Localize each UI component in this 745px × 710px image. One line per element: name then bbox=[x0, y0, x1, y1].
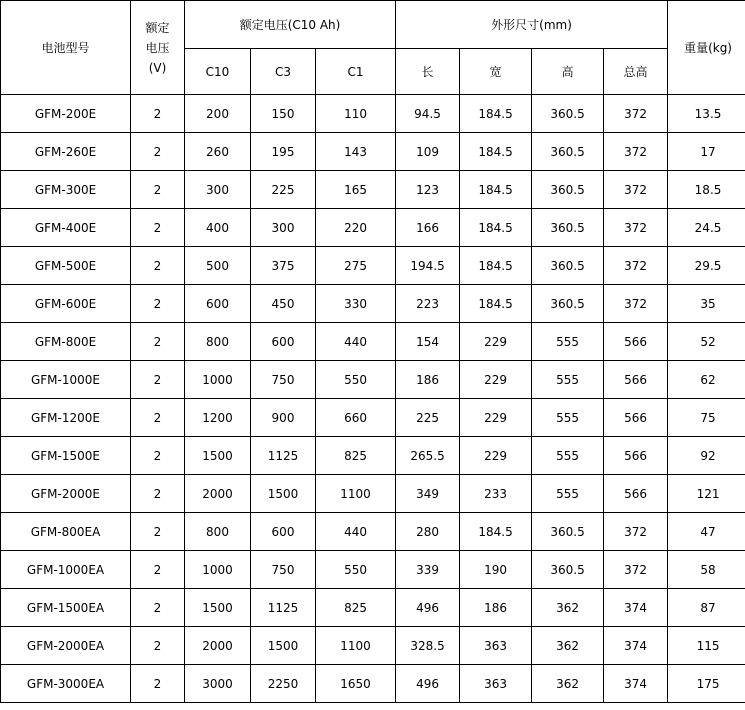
header-weight: 重量(kg) bbox=[668, 1, 745, 95]
length-cell: 154 bbox=[396, 323, 460, 361]
total-height-cell: 566 bbox=[604, 399, 668, 437]
table-row bbox=[1, 551, 745, 589]
height-cell: 362 bbox=[532, 627, 604, 665]
width-cell: 363 bbox=[460, 665, 532, 703]
table-row bbox=[1, 665, 745, 703]
length-cell: 194.5 bbox=[396, 247, 460, 285]
c10-cell: 1200 bbox=[185, 399, 251, 437]
c3-cell: 375 bbox=[251, 247, 316, 285]
c10-cell: 1500 bbox=[185, 437, 251, 475]
c3-cell: 1500 bbox=[251, 627, 316, 665]
c3-cell: 750 bbox=[251, 551, 316, 589]
height-cell: 555 bbox=[532, 437, 604, 475]
c10-cell: 2000 bbox=[185, 627, 251, 665]
c1-cell: 165 bbox=[316, 171, 396, 209]
table-row bbox=[1, 399, 745, 437]
length-cell: 94.5 bbox=[396, 95, 460, 133]
header-height: 高 bbox=[532, 49, 604, 95]
voltage-cell: 2 bbox=[131, 551, 185, 589]
width-cell: 229 bbox=[460, 361, 532, 399]
height-cell: 555 bbox=[532, 475, 604, 513]
voltage-cell: 2 bbox=[131, 475, 185, 513]
c3-cell: 1125 bbox=[251, 589, 316, 627]
length-cell: 339 bbox=[396, 551, 460, 589]
length-cell: 349 bbox=[396, 475, 460, 513]
c10-cell: 800 bbox=[185, 323, 251, 361]
weight-cell: 62 bbox=[668, 361, 745, 399]
voltage-cell: 2 bbox=[131, 589, 185, 627]
c10-cell: 260 bbox=[185, 133, 251, 171]
header-voltage-line1: 额定 bbox=[145, 20, 170, 35]
c3-cell: 750 bbox=[251, 361, 316, 399]
width-cell: 184.5 bbox=[460, 95, 532, 133]
model-cell: GFM-2000E bbox=[1, 475, 131, 513]
weight-cell: 13.5 bbox=[668, 95, 745, 133]
c1-cell: 220 bbox=[316, 209, 396, 247]
weight-cell: 35 bbox=[668, 285, 745, 323]
table-row bbox=[1, 627, 745, 665]
model-cell: GFM-200E bbox=[1, 95, 131, 133]
table-row bbox=[1, 285, 745, 323]
c3-cell: 450 bbox=[251, 285, 316, 323]
table-row bbox=[1, 133, 745, 171]
header-voltage-unit: (V) bbox=[148, 60, 167, 75]
total-height-cell: 372 bbox=[604, 171, 668, 209]
model-cell: GFM-500E bbox=[1, 247, 131, 285]
model-cell: GFM-1000E bbox=[1, 361, 131, 399]
weight-cell: 175 bbox=[668, 665, 745, 703]
length-cell: 496 bbox=[396, 665, 460, 703]
weight-cell: 52 bbox=[668, 323, 745, 361]
c10-cell: 1000 bbox=[185, 551, 251, 589]
width-cell: 184.5 bbox=[460, 247, 532, 285]
table-row bbox=[1, 513, 745, 551]
weight-cell: 115 bbox=[668, 627, 745, 665]
height-cell: 360.5 bbox=[532, 133, 604, 171]
model-cell: GFM-1500E bbox=[1, 437, 131, 475]
width-cell: 229 bbox=[460, 323, 532, 361]
voltage-cell: 2 bbox=[131, 627, 185, 665]
total-height-cell: 374 bbox=[604, 665, 668, 703]
width-cell: 184.5 bbox=[460, 133, 532, 171]
model-cell: GFM-1500EA bbox=[1, 589, 131, 627]
c1-cell: 143 bbox=[316, 133, 396, 171]
weight-cell: 92 bbox=[668, 437, 745, 475]
header-c10: C10 bbox=[185, 49, 251, 95]
table-row bbox=[1, 323, 745, 361]
c1-cell: 825 bbox=[316, 437, 396, 475]
height-cell: 362 bbox=[532, 589, 604, 627]
length-cell: 225 bbox=[396, 399, 460, 437]
model-cell: GFM-1200E bbox=[1, 399, 131, 437]
c10-cell: 200 bbox=[185, 95, 251, 133]
weight-cell: 47 bbox=[668, 513, 745, 551]
height-cell: 555 bbox=[532, 361, 604, 399]
width-cell: 229 bbox=[460, 399, 532, 437]
width-cell: 233 bbox=[460, 475, 532, 513]
voltage-cell: 2 bbox=[131, 323, 185, 361]
c3-cell: 300 bbox=[251, 209, 316, 247]
total-height-cell: 372 bbox=[604, 95, 668, 133]
c10-cell: 2000 bbox=[185, 475, 251, 513]
voltage-cell: 2 bbox=[131, 361, 185, 399]
c10-cell: 300 bbox=[185, 171, 251, 209]
model-cell: GFM-300E bbox=[1, 171, 131, 209]
width-cell: 229 bbox=[460, 437, 532, 475]
header-dimension-group: 外形尺寸(mm) bbox=[396, 1, 668, 49]
length-cell: 496 bbox=[396, 589, 460, 627]
c3-cell: 195 bbox=[251, 133, 316, 171]
header-c1: C1 bbox=[316, 49, 396, 95]
header-voltage bbox=[131, 1, 185, 95]
header-model: 电池型号 bbox=[1, 1, 131, 95]
c10-cell: 500 bbox=[185, 247, 251, 285]
voltage-cell: 2 bbox=[131, 437, 185, 475]
header-c3: C3 bbox=[251, 49, 316, 95]
weight-cell: 75 bbox=[668, 399, 745, 437]
total-height-cell: 566 bbox=[604, 323, 668, 361]
width-cell: 190 bbox=[460, 551, 532, 589]
voltage-cell: 2 bbox=[131, 399, 185, 437]
model-cell: GFM-2000EA bbox=[1, 627, 131, 665]
model-cell: GFM-260E bbox=[1, 133, 131, 171]
height-cell: 360.5 bbox=[532, 513, 604, 551]
c1-cell: 330 bbox=[316, 285, 396, 323]
total-height-cell: 566 bbox=[604, 437, 668, 475]
model-cell: GFM-1000EA bbox=[1, 551, 131, 589]
length-cell: 328.5 bbox=[396, 627, 460, 665]
height-cell: 360.5 bbox=[532, 95, 604, 133]
length-cell: 166 bbox=[396, 209, 460, 247]
c3-cell: 2250 bbox=[251, 665, 316, 703]
table-row bbox=[1, 247, 745, 285]
model-cell: GFM-800EA bbox=[1, 513, 131, 551]
weight-cell: 24.5 bbox=[668, 209, 745, 247]
weight-cell: 58 bbox=[668, 551, 745, 589]
weight-cell: 29.5 bbox=[668, 247, 745, 285]
total-height-cell: 566 bbox=[604, 361, 668, 399]
c1-cell: 1100 bbox=[316, 627, 396, 665]
c1-cell: 110 bbox=[316, 95, 396, 133]
c1-cell: 1650 bbox=[316, 665, 396, 703]
weight-cell: 87 bbox=[668, 589, 745, 627]
length-cell: 223 bbox=[396, 285, 460, 323]
length-cell: 280 bbox=[396, 513, 460, 551]
voltage-cell: 2 bbox=[131, 513, 185, 551]
c10-cell: 1000 bbox=[185, 361, 251, 399]
voltage-cell: 2 bbox=[131, 171, 185, 209]
height-cell: 360.5 bbox=[532, 171, 604, 209]
c1-cell: 440 bbox=[316, 513, 396, 551]
c1-cell: 275 bbox=[316, 247, 396, 285]
c1-cell: 550 bbox=[316, 551, 396, 589]
c3-cell: 1500 bbox=[251, 475, 316, 513]
width-cell: 184.5 bbox=[460, 171, 532, 209]
width-cell: 184.5 bbox=[460, 513, 532, 551]
voltage-cell: 2 bbox=[131, 209, 185, 247]
table-row bbox=[1, 361, 745, 399]
table-row bbox=[1, 209, 745, 247]
header-capacity-group: 额定电压(C10 Ah) bbox=[185, 1, 396, 49]
table-row bbox=[1, 589, 745, 627]
c10-cell: 1500 bbox=[185, 589, 251, 627]
table-row bbox=[1, 95, 745, 133]
total-height-cell: 372 bbox=[604, 209, 668, 247]
height-cell: 360.5 bbox=[532, 209, 604, 247]
header-row bbox=[1, 1, 745, 49]
c3-cell: 600 bbox=[251, 513, 316, 551]
c3-cell: 1125 bbox=[251, 437, 316, 475]
total-height-cell: 372 bbox=[604, 513, 668, 551]
weight-cell: 18.5 bbox=[668, 171, 745, 209]
total-height-cell: 372 bbox=[604, 551, 668, 589]
height-cell: 555 bbox=[532, 399, 604, 437]
c10-cell: 400 bbox=[185, 209, 251, 247]
header-voltage-line2: 电压 bbox=[145, 40, 170, 55]
width-cell: 186 bbox=[460, 589, 532, 627]
weight-cell: 121 bbox=[668, 475, 745, 513]
table-row bbox=[1, 171, 745, 209]
model-cell: GFM-600E bbox=[1, 285, 131, 323]
total-height-cell: 372 bbox=[604, 285, 668, 323]
height-cell: 360.5 bbox=[532, 247, 604, 285]
length-cell: 265.5 bbox=[396, 437, 460, 475]
total-height-cell: 566 bbox=[604, 475, 668, 513]
total-height-cell: 372 bbox=[604, 247, 668, 285]
voltage-cell: 2 bbox=[131, 133, 185, 171]
weight-cell: 17 bbox=[668, 133, 745, 171]
voltage-cell: 2 bbox=[131, 285, 185, 323]
c10-cell: 600 bbox=[185, 285, 251, 323]
total-height-cell: 372 bbox=[604, 133, 668, 171]
model-cell: GFM-800E bbox=[1, 323, 131, 361]
c10-cell: 3000 bbox=[185, 665, 251, 703]
table-row bbox=[1, 437, 745, 475]
c1-cell: 440 bbox=[316, 323, 396, 361]
header-total-height: 总高 bbox=[604, 49, 668, 95]
total-height-cell: 374 bbox=[604, 627, 668, 665]
voltage-cell: 2 bbox=[131, 247, 185, 285]
c3-cell: 900 bbox=[251, 399, 316, 437]
width-cell: 363 bbox=[460, 627, 532, 665]
c10-cell: 800 bbox=[185, 513, 251, 551]
c1-cell: 550 bbox=[316, 361, 396, 399]
height-cell: 360.5 bbox=[532, 285, 604, 323]
voltage-cell: 2 bbox=[131, 95, 185, 133]
c3-cell: 150 bbox=[251, 95, 316, 133]
header-width: 宽 bbox=[460, 49, 532, 95]
header-length: 长 bbox=[396, 49, 460, 95]
length-cell: 123 bbox=[396, 171, 460, 209]
model-cell: GFM-400E bbox=[1, 209, 131, 247]
width-cell: 184.5 bbox=[460, 209, 532, 247]
height-cell: 362 bbox=[532, 665, 604, 703]
height-cell: 360.5 bbox=[532, 551, 604, 589]
model-cell: GFM-3000EA bbox=[1, 665, 131, 703]
c3-cell: 600 bbox=[251, 323, 316, 361]
table-row bbox=[1, 475, 745, 513]
voltage-cell: 2 bbox=[131, 665, 185, 703]
total-height-cell: 374 bbox=[604, 589, 668, 627]
c1-cell: 1100 bbox=[316, 475, 396, 513]
length-cell: 186 bbox=[396, 361, 460, 399]
c1-cell: 660 bbox=[316, 399, 396, 437]
height-cell: 555 bbox=[532, 323, 604, 361]
c3-cell: 225 bbox=[251, 171, 316, 209]
width-cell: 184.5 bbox=[460, 285, 532, 323]
c1-cell: 825 bbox=[316, 589, 396, 627]
length-cell: 109 bbox=[396, 133, 460, 171]
